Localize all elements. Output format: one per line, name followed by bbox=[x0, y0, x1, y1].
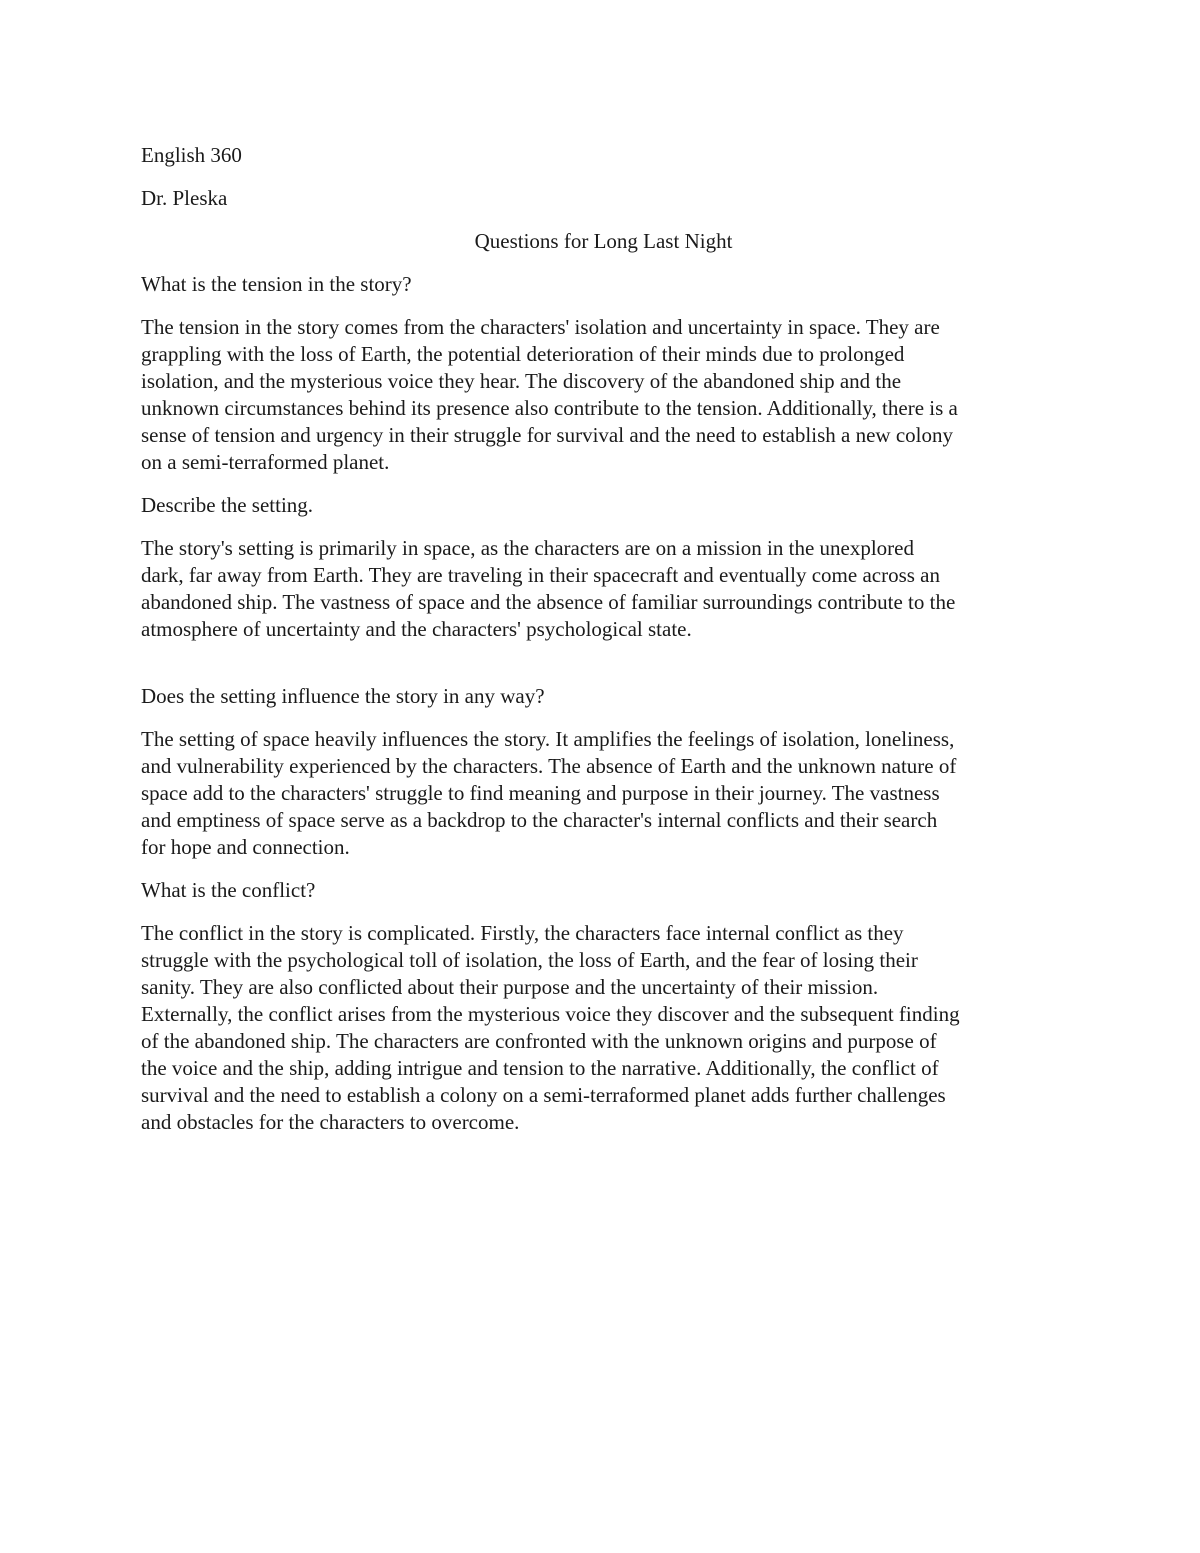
question-setting-influence: Does the setting influence the story in any way? bbox=[141, 684, 545, 708]
answer-line: The story's setting is primarily in space, as the characters are on a mission in the unexplored bbox=[141, 536, 914, 560]
answer-line: abandoned ship. The vastness of space and the absence of familiar surroundings contribute to the bbox=[141, 590, 956, 614]
answer-line: The setting of space heavily influences the story. It amplifies the feelings of isolation, loneliness, bbox=[141, 727, 955, 751]
answer-line: on a semi-terraformed planet. bbox=[141, 450, 390, 474]
document-title: Questions for Long Last Night bbox=[474, 229, 733, 253]
answer-tension bbox=[141, 314, 1066, 476]
answer-line: for hope and connection. bbox=[141, 835, 350, 859]
course-name: English 360 bbox=[141, 143, 242, 167]
answer-line: atmosphere of uncertainty and the characters' psychological state. bbox=[141, 617, 692, 641]
answer-line: The tension in the story comes from the characters' isolation and uncertainty in space. They are bbox=[141, 315, 940, 339]
answer-line: of the abandoned ship. The characters are confronted with the unknown origins and purpose of bbox=[141, 1029, 937, 1053]
answer-line: sanity. They are also conflicted about their purpose and the uncertainty of their mission. bbox=[141, 975, 879, 999]
instructor-name: Dr. Pleska bbox=[141, 186, 228, 210]
answer-line: survival and the need to establish a colony on a semi-terraformed planet adds further challenges bbox=[141, 1083, 946, 1107]
document-body bbox=[141, 142, 1066, 1136]
question-setting: Describe the setting. bbox=[141, 493, 314, 517]
answer-line: struggle with the psychological toll of isolation, the loss of Earth, and the fear of losing their bbox=[141, 948, 918, 972]
answer-line: sense of tension and urgency in their struggle for survival and the need to establish a new colony bbox=[141, 423, 953, 447]
answer-line: grappling with the loss of Earth, the potential deterioration of their minds due to prolonged bbox=[141, 342, 905, 366]
answer-line: The conflict in the story is complicated. Firstly, the characters face internal conflict as they bbox=[141, 921, 904, 945]
answer-line: and obstacles for the characters to overcome. bbox=[141, 1110, 520, 1134]
question-tension: What is the tension in the story? bbox=[141, 272, 412, 296]
answer-line: dark, far away from Earth. They are traveling in their spacecraft and eventually come across an bbox=[141, 563, 940, 587]
answer-setting-influence bbox=[141, 726, 1066, 861]
answer-line: space add to the characters' struggle to find meaning and purpose in their journey. The vastness bbox=[141, 781, 940, 805]
answer-line: Externally, the conflict arises from the mysterious voice they discover and the subsequent finding bbox=[141, 1002, 960, 1026]
question-conflict: What is the conflict? bbox=[141, 878, 316, 902]
answer-conflict bbox=[141, 920, 1066, 1136]
answer-line: and vulnerability experienced by the characters. The absence of Earth and the unknown nature of bbox=[141, 754, 957, 778]
answer-line: and emptiness of space serve as a backdrop to the character's internal conflicts and their search bbox=[141, 808, 938, 832]
answer-line: unknown circumstances behind its presence also contribute to the tension. Additionally, there is a bbox=[141, 396, 958, 420]
answer-line: the voice and the ship, adding intrigue and tension to the narrative. Additionally, the conflict of bbox=[141, 1056, 939, 1080]
answer-line: isolation, and the mysterious voice they hear. The discovery of the abandoned ship and the bbox=[141, 369, 902, 393]
answer-setting bbox=[141, 535, 1066, 643]
